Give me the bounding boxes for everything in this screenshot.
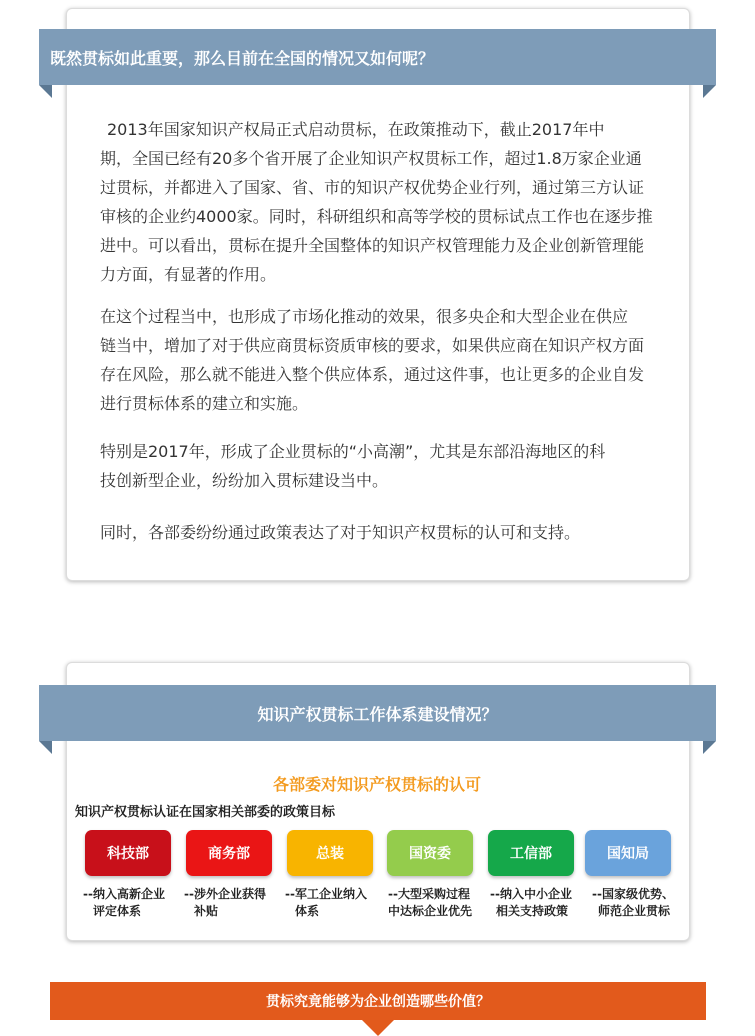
paragraph-line: 进中。可以看出，贯标在提升全国整体的知识产权管理能力及企业创新管理能 — [100, 236, 645, 255]
dept-name: 国资委 — [409, 846, 451, 862]
dept-badge-keji — [85, 830, 171, 876]
dept-desc-line: --纳入中小企业 — [490, 887, 572, 901]
dept-desc-line: 评定体系 — [93, 904, 142, 918]
paragraph-line: 链当中，增加了对于供应商贯标资质审核的要求，如果供应商在知识产权方面 — [100, 336, 645, 355]
paragraph-line: 过贯标，并都进入了国家、省、市的知识产权优势企业行列，通过第三方认证 — [100, 178, 645, 197]
paragraph-line: 进行贯标体系的建立和实施。 — [100, 394, 309, 413]
dept-name: 总装 — [316, 846, 344, 862]
paragraph-2 — [100, 302, 685, 418]
dept-desc-line: --军工企业纳入 — [285, 887, 367, 901]
dept-desc-shangwu — [184, 886, 294, 920]
dept-desc-line: --涉外企业获得 — [184, 887, 266, 901]
paragraph-1 — [100, 115, 685, 289]
ribbon-fold-left — [39, 85, 52, 98]
paragraph-line: 期，全国已经有20多个省开展了企业知识产权贯标工作，超过1.8万家企业通 — [100, 149, 642, 168]
paragraph-line: 在这个过程当中，也形成了市场化推动的效果，很多央企和大型企业在供应 — [100, 307, 629, 326]
paragraph-line: 特别是2017年，形成了企业贯标的“小高潮”，尤其是东部沿海地区的科 — [100, 442, 606, 461]
dept-desc-line: --国家级优势、 — [592, 887, 674, 901]
section-heading-national-status — [39, 29, 716, 85]
paragraph-line: 同时，各部委纷纷通过政策表达了对于知识产权贯标的认可和支持。 — [100, 523, 581, 542]
paragraph-line: 审核的企业约4000家。同时，科研组织和高等学校的贯标试点工作也在逐步推 — [100, 207, 653, 226]
paragraph-line: 存在风险，那么就不能进入整个供应体系，通过这件事，也让更多的企业自发 — [100, 365, 645, 384]
dept-desc-guoziwei — [388, 886, 498, 920]
dept-name: 国知局 — [607, 846, 649, 862]
section-heading-text: 既然贯标如此重要，那么目前在全国的情况又如何呢？ — [50, 48, 435, 68]
section-heading-value — [50, 982, 706, 1020]
paragraph-line: 技创新型企业，纷纷加入贯标建设当中。 — [100, 471, 389, 490]
dept-name: 工信部 — [510, 846, 552, 862]
dept-desc-line: 补贴 — [194, 904, 219, 918]
dept-name: 商务部 — [208, 846, 250, 862]
dept-name: 科技部 — [107, 846, 149, 862]
dept-desc-line: 体系 — [295, 904, 320, 918]
ribbon-fold-left — [39, 741, 52, 754]
paragraph-4 — [100, 518, 685, 547]
paragraph-line: 力方面，有显著的作用。 — [100, 265, 277, 284]
paragraph-line: 2013年国家知识产权局正式启动贯标，在政策推动下，截止2017年中 — [107, 120, 605, 139]
dept-badge-guoziwei — [387, 830, 473, 876]
dept-desc-line: 中达标企业优先 — [388, 904, 473, 918]
dept-desc-zongzhuang — [285, 886, 395, 920]
dept-desc-line: 师范企业贯标 — [598, 904, 671, 918]
policy-goals-heading: 知识产权贯标认证在国家相关部委的政策目标 — [75, 805, 336, 820]
dept-desc-keji — [83, 886, 193, 920]
paragraph-3 — [100, 437, 685, 495]
section-heading-system-construction — [39, 685, 716, 741]
ribbon-fold-right — [703, 85, 716, 98]
dept-badge-shangwu — [186, 830, 272, 876]
dept-badge-guozhiju — [585, 830, 671, 876]
dept-desc-gongxin — [490, 886, 600, 920]
dept-desc-guozhiju — [592, 886, 702, 920]
section-heading-text: 贯标究竟能够为企业创造哪些价值？ — [266, 994, 490, 1010]
info-card-national-status — [66, 8, 690, 581]
ribbon-fold-right — [703, 741, 716, 754]
dept-badge-zongzhuang — [287, 830, 373, 876]
dept-desc-line: 相关支持政策 — [496, 904, 569, 918]
dept-desc-line: --纳入高新企业 — [83, 887, 165, 901]
section-heading-text: 知识产权贯标工作体系建设情况？ — [257, 704, 498, 724]
dept-badge-gongxin — [488, 830, 574, 876]
ministries-recognition-subtitle: 各部委对知识产权贯标的认可 — [272, 775, 481, 794]
down-pointer-icon — [362, 1020, 394, 1036]
dept-desc-line: --大型采购过程 — [388, 887, 470, 901]
